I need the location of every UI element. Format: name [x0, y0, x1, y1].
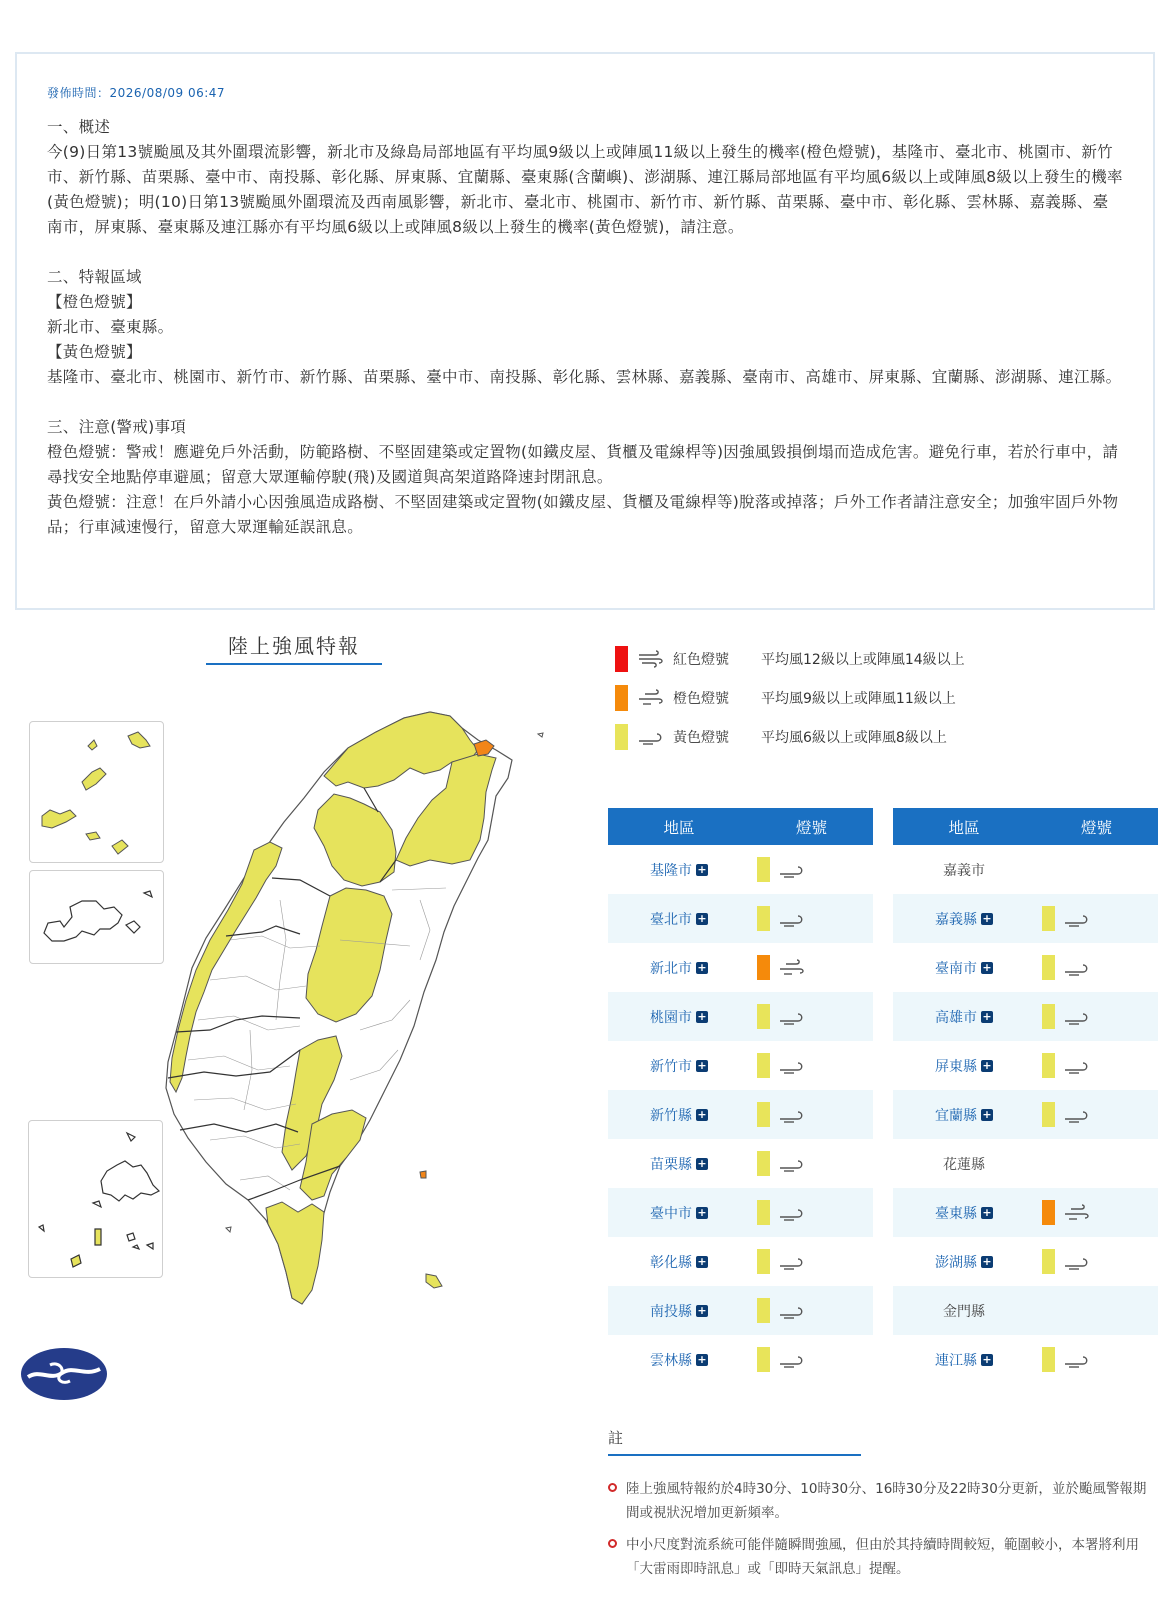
signal-yellow-box: [1042, 1249, 1055, 1274]
legend-red-swatch: [615, 646, 628, 672]
area-name: 花蓮縣: [943, 1156, 985, 1173]
area-cell: [893, 1350, 1035, 1370]
table-row: [608, 1090, 873, 1139]
legend-orange: [615, 684, 956, 712]
area-name[interactable]: 新北市: [650, 960, 692, 977]
signal-yellow-box: [1042, 1347, 1055, 1372]
island-xiaoliuqiu: [226, 1227, 231, 1232]
legend-yellow-desc: 平均風6級以上或陣風8級以上: [761, 730, 947, 746]
area-cell: [893, 1056, 1035, 1076]
wind-strong-icon: [637, 650, 665, 668]
signal-cell: [750, 1053, 873, 1078]
signal-yellow-box: [757, 1347, 770, 1372]
table-row: [608, 845, 873, 894]
area-cell: [608, 860, 750, 880]
expand-plus-icon[interactable]: +: [697, 1303, 707, 1317]
signal-cell: [1035, 955, 1158, 980]
signal-yellow-box: [757, 1053, 770, 1078]
signal-cell: [1035, 1200, 1158, 1225]
area-name[interactable]: 臺北市: [650, 911, 692, 928]
signal-cell: [750, 1004, 873, 1029]
wind-light-icon: [778, 1008, 806, 1026]
expand-plus-icon[interactable]: +: [697, 862, 707, 876]
area-cell: [608, 1350, 750, 1370]
area-cell: [893, 1301, 1035, 1321]
table-row: [893, 943, 1158, 992]
area-cell: [608, 909, 750, 929]
area-name[interactable]: 高雄市: [935, 1009, 977, 1026]
area-name[interactable]: 新竹市: [650, 1058, 692, 1075]
area-name[interactable]: 苗栗縣: [650, 1156, 692, 1173]
wind-light-icon: [1063, 1057, 1091, 1075]
table-row: [893, 845, 1158, 894]
area-cell: [608, 958, 750, 978]
note-item: 中小尺度對流系統可能伴隨瞬間強風，但由於其持續時間較短，範圍較小，本署將利用「大雷雨即時訊息」或「即時天氣訊息」提醒。: [608, 1533, 1158, 1581]
area-cell: [893, 1252, 1035, 1272]
table-row: [893, 1237, 1158, 1286]
area-cell: [608, 1007, 750, 1027]
taiwan-map: [0, 700, 560, 1320]
area-cell: [893, 860, 1035, 880]
island-guishan: [538, 733, 543, 737]
yellow-areas: 基隆市、臺北市、桃園市、新竹市、新竹縣、苗栗縣、臺中市、南投縣、彰化縣、雲林縣、嘉義縣、臺南市、高雄市、屏東縣、宜蘭縣、澎湖縣、連江縣。: [47, 368, 1122, 386]
signal-yellow-box: [757, 1102, 770, 1127]
table-rows: [893, 845, 1158, 1384]
area-name[interactable]: 桃園市: [650, 1009, 692, 1026]
wind-light-icon: [778, 1057, 806, 1075]
wind-light-icon: [778, 1106, 806, 1124]
area-name[interactable]: 屏東縣: [935, 1058, 977, 1075]
expand-plus-icon[interactable]: +: [982, 1352, 992, 1366]
area-name[interactable]: 臺南市: [935, 960, 977, 977]
signal-cell: [750, 955, 873, 980]
signal-yellow-box: [1042, 955, 1055, 980]
wind-medium-icon: [637, 689, 665, 707]
wind-light-icon: [778, 1204, 806, 1222]
signal-cell: [1035, 1102, 1158, 1127]
expand-plus-icon[interactable]: +: [697, 1205, 707, 1219]
expand-plus-icon[interactable]: +: [697, 1107, 707, 1121]
signal-yellow-box: [757, 1151, 770, 1176]
area-name[interactable]: 臺東縣: [935, 1205, 977, 1222]
expand-plus-icon[interactable]: +: [697, 960, 707, 974]
wind-light-icon: [778, 1302, 806, 1320]
table-row: [608, 894, 873, 943]
signal-yellow-box: [757, 1249, 770, 1274]
section-overview-title: 一、概述: [47, 118, 111, 136]
table-row: [608, 1139, 873, 1188]
wind-light-icon: [1063, 1253, 1091, 1271]
table-row: [608, 1335, 873, 1384]
wind-medium-icon: [1063, 1204, 1091, 1222]
expand-plus-icon[interactable]: +: [697, 1009, 707, 1023]
area-name[interactable]: 宜蘭縣: [935, 1107, 977, 1124]
legend-orange-desc: 平均風9級以上或陣風11級以上: [761, 691, 956, 707]
signal-orange-box: [757, 955, 770, 980]
area-name[interactable]: 嘉義縣: [935, 911, 977, 928]
signal-yellow-box: [757, 1298, 770, 1323]
area-cell: [893, 1154, 1035, 1174]
wind-light-icon: [1063, 910, 1091, 928]
signal-yellow-box: [757, 857, 770, 882]
wind-light-icon: [1063, 1008, 1091, 1026]
table-row: [608, 1286, 873, 1335]
map-title: 陸上強風特報: [206, 630, 382, 665]
legend-orange-swatch: [615, 685, 628, 711]
area-name: 嘉義市: [943, 862, 985, 879]
section-areas-title: 二、特報區域: [47, 268, 142, 286]
signal-yellow-box: [1042, 1102, 1055, 1127]
table-header: [893, 808, 1158, 845]
table-header: [608, 808, 873, 845]
signal-cell: [750, 1200, 873, 1225]
wind-medium-icon: [778, 959, 806, 977]
area-name[interactable]: 連江縣: [935, 1352, 977, 1369]
note-item: 陸上強風特報約於4時30分、10時30分、16時30分及22時30分更新，並於颱風警報期間或視狀況增加更新頻率。: [608, 1477, 1158, 1525]
signal-cell: [750, 1151, 873, 1176]
notes-title: 註: [608, 1427, 861, 1456]
area-name[interactable]: 新竹縣: [650, 1107, 692, 1124]
orange-header: 【橙色燈號】: [47, 293, 142, 311]
area-name[interactable]: 澎湖縣: [935, 1254, 977, 1271]
signal-cell: [1035, 1053, 1158, 1078]
expand-plus-icon[interactable]: +: [697, 911, 707, 925]
col-area-header: 地區: [663, 818, 695, 837]
table-row: [893, 1286, 1158, 1335]
orange-notice: 橙色燈號：警戒！應避免戶外活動，防範路樹、不堅固建築或定置物(如鐵皮屋、貨櫃及電線桿等)因強風毀損倒塌而造成危害。避免行車，若於行車中，請尋找安全地點停車避風；留意大眾運輸停駛(飛)及國道與高架道路降速封閉訊息。: [47, 443, 1119, 486]
signal-cell: [1035, 1249, 1158, 1274]
publish-time: 發佈時間：2026/08/09 06:47: [47, 86, 226, 100]
area-name[interactable]: 雲林縣: [650, 1352, 692, 1369]
orange-areas: 新北市、臺東縣。: [47, 318, 174, 336]
wind-light-icon: [778, 910, 806, 928]
table-row: [893, 1041, 1158, 1090]
area-cell: [893, 1203, 1035, 1223]
area-cell: [893, 909, 1035, 929]
signal-cell: [1035, 1347, 1158, 1372]
area-cell: [608, 1056, 750, 1076]
table-row: [608, 992, 873, 1041]
legend-red-desc: 平均風12級以上或陣風14級以上: [761, 652, 965, 668]
wind-light-icon: [637, 728, 665, 746]
expand-plus-icon[interactable]: +: [982, 960, 992, 974]
bulletin-panel: [15, 52, 1155, 610]
col-signal-header: 燈號: [1080, 818, 1112, 837]
island-green: [420, 1171, 426, 1178]
wind-light-icon: [1063, 959, 1091, 977]
signal-yellow-box: [1042, 1004, 1055, 1029]
area-cell: [893, 958, 1035, 978]
signal-cell: [1035, 906, 1158, 931]
expand-plus-icon[interactable]: +: [697, 1058, 707, 1072]
yellow-notice: 黃色燈號：注意！在戶外請小心因強風造成路樹、不堅固建築或定置物(如鐵皮屋、貨櫃及電線桿等)脫落或掉落；戶外工作者請注意安全；加強牢固戶外物品；行車減速慢行，留意大眾運輸延誤訊息。: [47, 493, 1119, 536]
expand-plus-icon[interactable]: +: [982, 1254, 992, 1268]
area-cell: [893, 1105, 1035, 1125]
wind-light-icon: [778, 861, 806, 879]
signal-yellow-box: [757, 1200, 770, 1225]
table-row: [893, 1188, 1158, 1237]
warning-table-right: [893, 808, 1158, 1384]
legend-orange-name: 橙色燈號: [673, 691, 729, 707]
wind-light-icon: [778, 1351, 806, 1369]
expand-plus-icon[interactable]: +: [982, 911, 992, 925]
yellow-header: 【黃色燈號】: [47, 343, 142, 361]
area-name: 金門縣: [943, 1303, 985, 1320]
signal-yellow-box: [757, 906, 770, 931]
cwa-logo: [20, 1347, 108, 1401]
table-row: [893, 1090, 1158, 1139]
table-row: [608, 1188, 873, 1237]
wind-light-icon: [778, 1253, 806, 1271]
col-signal-header: 燈號: [795, 818, 827, 837]
expand-plus-icon[interactable]: +: [697, 1254, 707, 1268]
table-rows: [608, 845, 873, 1384]
table-row: [893, 1335, 1158, 1384]
table-row: [608, 1237, 873, 1286]
expand-plus-icon[interactable]: +: [697, 1352, 707, 1366]
expand-plus-icon[interactable]: +: [982, 1058, 992, 1072]
area-cell: [893, 1007, 1035, 1027]
table-row: [893, 1139, 1158, 1188]
area-name[interactable]: 南投縣: [650, 1303, 692, 1320]
signal-cell: [750, 857, 873, 882]
legend-yellow: [615, 723, 947, 751]
signal-yellow-box: [757, 1004, 770, 1029]
legend-yellow-name: 黃色燈號: [673, 730, 729, 746]
table-row: [608, 943, 873, 992]
signal-cell: [750, 1249, 873, 1274]
section-overview-text: 今(9)日第13號颱風及其外圍環流影響，新北市及綠島局部地區有平均風9級以上或陣風11級以上發生的機率(橙色燈號)，基隆市、臺北市、桃園市、新竹市、新竹縣、苗栗縣、臺中市、南投縣、彰化縣、屏東縣、宜蘭縣、臺東縣(含蘭嶼)、澎湖縣、連江縣局部地區有平均風6級以上或陣風8級以上發生的機率(黃色燈號)；明(10)日第13號颱風外圍環流及西南風影響，新北市、臺北市、桃園市、新竹市、新竹縣、苗栗縣、臺中市、彰化縣、雲林縣、嘉義縣、臺南市，屏東縣、臺東縣及連江縣亦有平均風6級以上或陣風8級以上發生的機率(黃色燈號)，請注意。: [47, 143, 1123, 236]
table-row: [608, 1041, 873, 1090]
wind-light-icon: [1063, 1351, 1091, 1369]
signal-orange-box: [1042, 1200, 1055, 1225]
area-name[interactable]: 臺中市: [650, 1205, 692, 1222]
expand-plus-icon[interactable]: +: [697, 1156, 707, 1170]
col-area-header: 地區: [948, 818, 980, 837]
signal-yellow-box: [1042, 1053, 1055, 1078]
area-name[interactable]: 基隆市: [650, 862, 692, 879]
table-row: [893, 992, 1158, 1041]
legend-yellow-swatch: [615, 724, 628, 750]
expand-plus-icon[interactable]: +: [982, 1107, 992, 1121]
signal-cell: [1035, 1004, 1158, 1029]
signal-yellow-box: [1042, 906, 1055, 931]
legend-red-name: 紅色燈號: [673, 652, 729, 668]
signal-cell: [750, 1102, 873, 1127]
wind-light-icon: [778, 1155, 806, 1173]
warning-table-left: [608, 808, 873, 1384]
wind-light-icon: [1063, 1106, 1091, 1124]
legend-red: [615, 645, 965, 673]
area-cell: [608, 1203, 750, 1223]
area-cell: [608, 1105, 750, 1125]
island-lanyu: [426, 1274, 442, 1288]
area-cell: [608, 1252, 750, 1272]
area-cell: [608, 1154, 750, 1174]
section-notice-title: 三、注意(警戒)事項: [47, 418, 187, 436]
area-name[interactable]: 彰化縣: [650, 1254, 692, 1271]
signal-cell: [750, 1347, 873, 1372]
expand-plus-icon[interactable]: +: [982, 1009, 992, 1023]
signal-cell: [750, 1298, 873, 1323]
table-row: [893, 894, 1158, 943]
signal-cell: [750, 906, 873, 931]
area-cell: [608, 1301, 750, 1321]
expand-plus-icon[interactable]: +: [982, 1205, 992, 1219]
